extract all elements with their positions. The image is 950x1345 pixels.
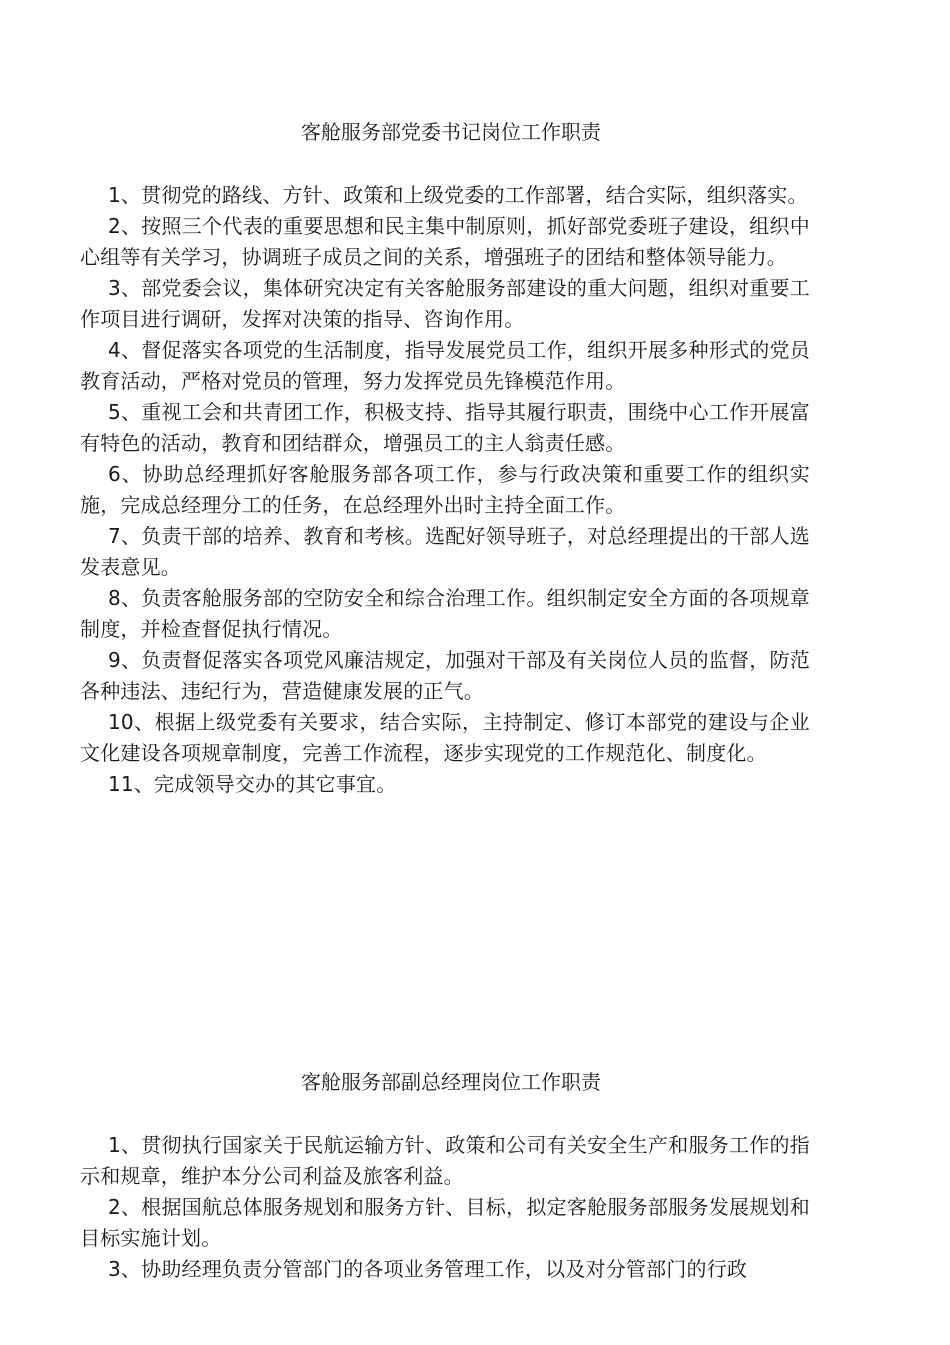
duty-item: 8、负责客舱服务部的空防安全和综合治理工作。组织制定安全方面的各项规章制度，并检查督促执行情况。 xyxy=(80,586,810,641)
duty-item: 10、根据上级党委有关要求，结合实际，主持制定、修订本部党的建设与企业文化建设各项规章制度，完善工作流程，逐步实现党的工作规范化、制度化。 xyxy=(80,710,810,765)
duty-item: 1、贯彻执行国家关于民航运输方针、政策和公司有关安全生产和服务工作的指示和规章，维护本分公司利益及旅客利益。 xyxy=(80,1133,810,1188)
duty-item: 5、重视工会和共青团工作，积极支持、指导其履行职责，围绕中心工作开展富有特色的活动，教育和团结群众，增强员工的主人翁责任感。 xyxy=(80,400,810,455)
duty-item: 6、协助总经理抓好客舱服务部各项工作，参与行政决策和重要工作的组织实施，完成总经理分工的任务，在总经理外出时主持全面工作。 xyxy=(80,462,810,517)
duty-item: 2、根据国航总体服务规划和服务方针、目标，拟定客舱服务部服务发展规划和目标实施计划。 xyxy=(80,1195,810,1250)
section-title: 客舱服务部党委书记岗位工作职责 xyxy=(301,120,601,144)
duty-item: 3、协助经理负责分管部门的各项业务管理工作，以及对分管部门的行政 xyxy=(108,1257,748,1281)
party-secretary-duties-section xyxy=(80,118,810,800)
duty-item: 9、负责督促落实各项党风廉洁规定，加强对干部及有关岗位人员的监督，防范各种违法、违纪行为，营造健康发展的正气。 xyxy=(80,648,810,703)
section-title: 客舱服务部副总经理岗位工作职责 xyxy=(301,1070,601,1094)
duty-item: 7、负责干部的培养、教育和考核。选配好领导班子，对总经理提出的干部人选发表意见。 xyxy=(80,524,810,579)
duty-item: 11、完成领导交办的其它事宜。 xyxy=(108,772,397,796)
duty-list xyxy=(80,180,810,800)
duty-item: 3、部党委会议，集体研究决定有关客舱服务部建设的重大问题，组织对重要工作项目进行调研，发挥对决策的指导、咨询作用。 xyxy=(80,276,810,331)
deputy-gm-duties-section xyxy=(80,1068,810,1285)
duty-item: 1、贯彻党的路线、方针、政策和上级党委的工作部署，结合实际，组织落实。 xyxy=(108,183,808,207)
duty-item: 2、按照三个代表的重要思想和民主集中制原则，抓好部党委班子建设，组织中心组等有关学习，协调班子成员之间的关系，增强班子的团结和整体领导能力。 xyxy=(80,214,810,269)
duty-list xyxy=(80,1130,810,1285)
duty-item: 4、督促落实各项党的生活制度，指导发展党员工作，组织开展多种形式的党员教育活动，严格对党员的管理，努力发挥党员先锋模范作用。 xyxy=(80,338,810,393)
